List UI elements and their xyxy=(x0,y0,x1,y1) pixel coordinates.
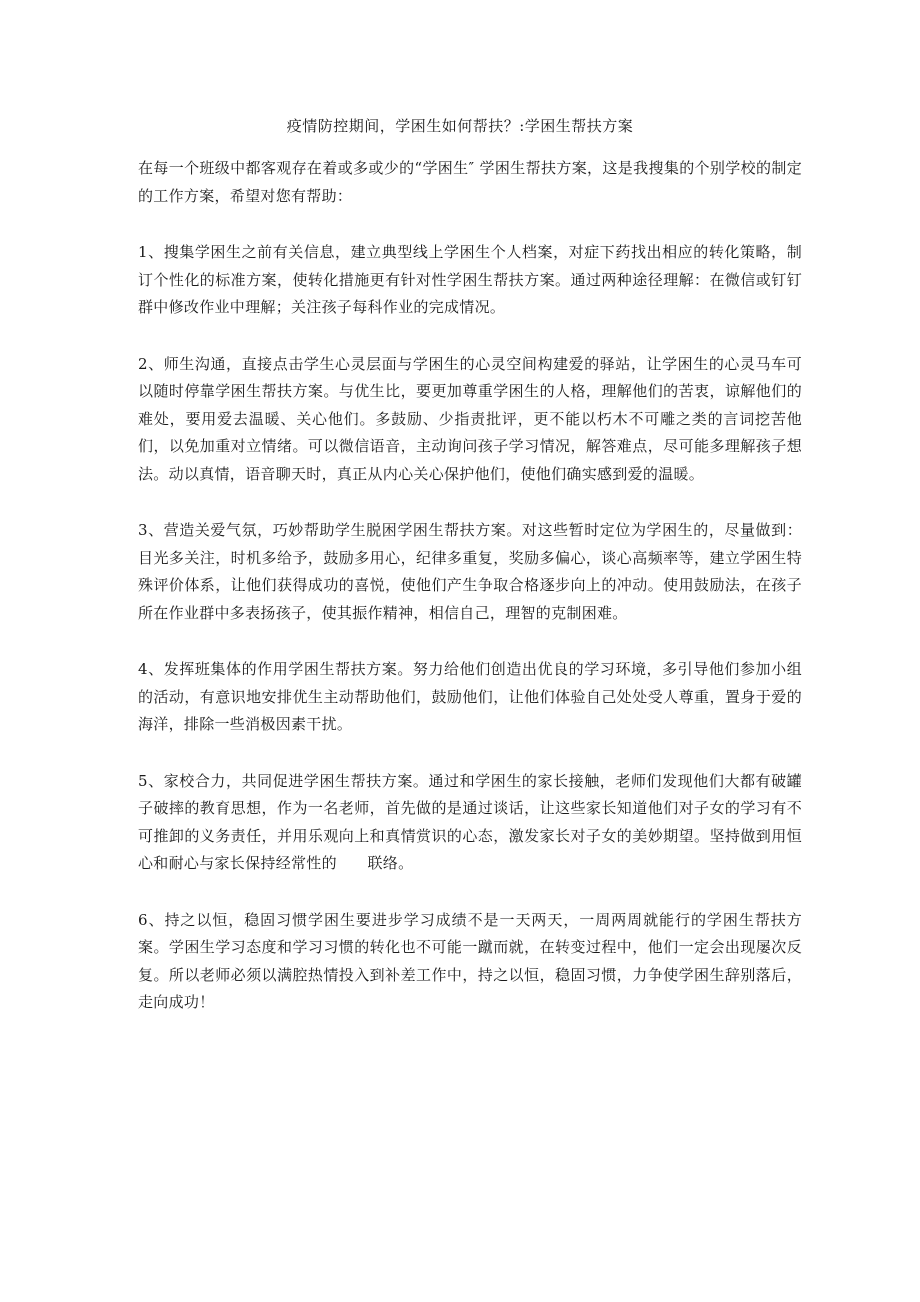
paragraph-2-communication: 2、师生沟通，直接点击学生心灵层面与学困生的心灵空间构建爱的驿站，让学困生的心灵马车可以随时停靠学困生帮扶方案。与优生比，要更加尊重学困生的人格，理解他们的苦衷，谅解他们的难处，要用爱去温暖、关心他们。多鼓励、少指责批评，更不能以朽木不可雕之类的言词挖苦他们，以免加重对立情绪。可以微信语音，主动询问孩子学习情况，解答难点，尽可能多理解孩子想法。动以真情，语音聊天时，真正从内心关心保护他们，使他们确实感到爱的温暖。 xyxy=(138,354,802,483)
intro-paragraph: 在每一个班级中都客观存在着或多或少的“学困生″ 学困生帮扶方案，这是我搜集的个别学校的制定的工作方案，希望对您有帮助： xyxy=(138,159,802,205)
paragraph-6-persistence: 6、持之以恒，稳固习惯学困生要进步学习成绩不是一天两天，一周两周就能行的学困生帮扶方案。学困生学习态度和学习习惯的转化也不可能一蹴而就，在转变过程中，他们一定会出现屡次反复。所以老师必须以满腔热情投入到补差工作中，持之以恒，稳固习惯，力争使学困生辞别落后，走向成功！ xyxy=(138,910,802,1011)
paragraph-4-class-collective: 4、发挥班集体的作用学困生帮扶方案。努力给他们创造出优良的学习环境，多引导他们参加小组的活动，有意识地安排优生主动帮助他们，鼓励他们，让他们体验自己处处受人尊重，置身于爱的海洋，排除一些消极因素干扰。 xyxy=(138,660,802,733)
paragraph-3-caring-atmosphere: 3、营造关爱气氛，巧妙帮助学生脱困学困生帮扶方案。对这些暂时定位为学困生的，尽量做到：目光多关注，时机多给予，鼓励多用心，纪律多重复，奖励多偏心，谈心高频率等，建立学困生特殊评价体系，让他们获得成功的喜悦，使他们产生争取合格逐步向上的冲动。使用鼓励法，在孩子所在作业群中多表扬孩子，使其振作精神，相信自己，理智的克制困难。 xyxy=(138,521,802,622)
paragraph-1-collect-info: 1、搜集学困生之前有关信息，建立典型线上学困生个人档案，对症下药找出相应的转化策略，制订个性化的标准方案，使转化措施更有针对性学困生帮扶方案。通过两种途径理解：在微信或钉钉群中修改作业中理解；关注孩子每科作业的完成情况。 xyxy=(138,243,802,316)
paragraph-5-home-school: 5、家校合力，共同促进学困生帮扶方案。通过和学困生的家长接触，老师们发现他们大都有破罐子破摔的教育思想，作为一名老师，首先做的是通过谈话，让这些家长知道他们对子女的学习有不可推卸的义务责任，并用乐观向上和真情赏识的心态，激发家长对子女的美妙期望。坚持做到用恒心和耐心与家长保持经常性的 联络。 xyxy=(138,771,802,872)
document-title: 疫情防控期间，学困生如何帮扶？:学困生帮扶方案 xyxy=(286,117,634,135)
document-body xyxy=(138,155,802,1046)
